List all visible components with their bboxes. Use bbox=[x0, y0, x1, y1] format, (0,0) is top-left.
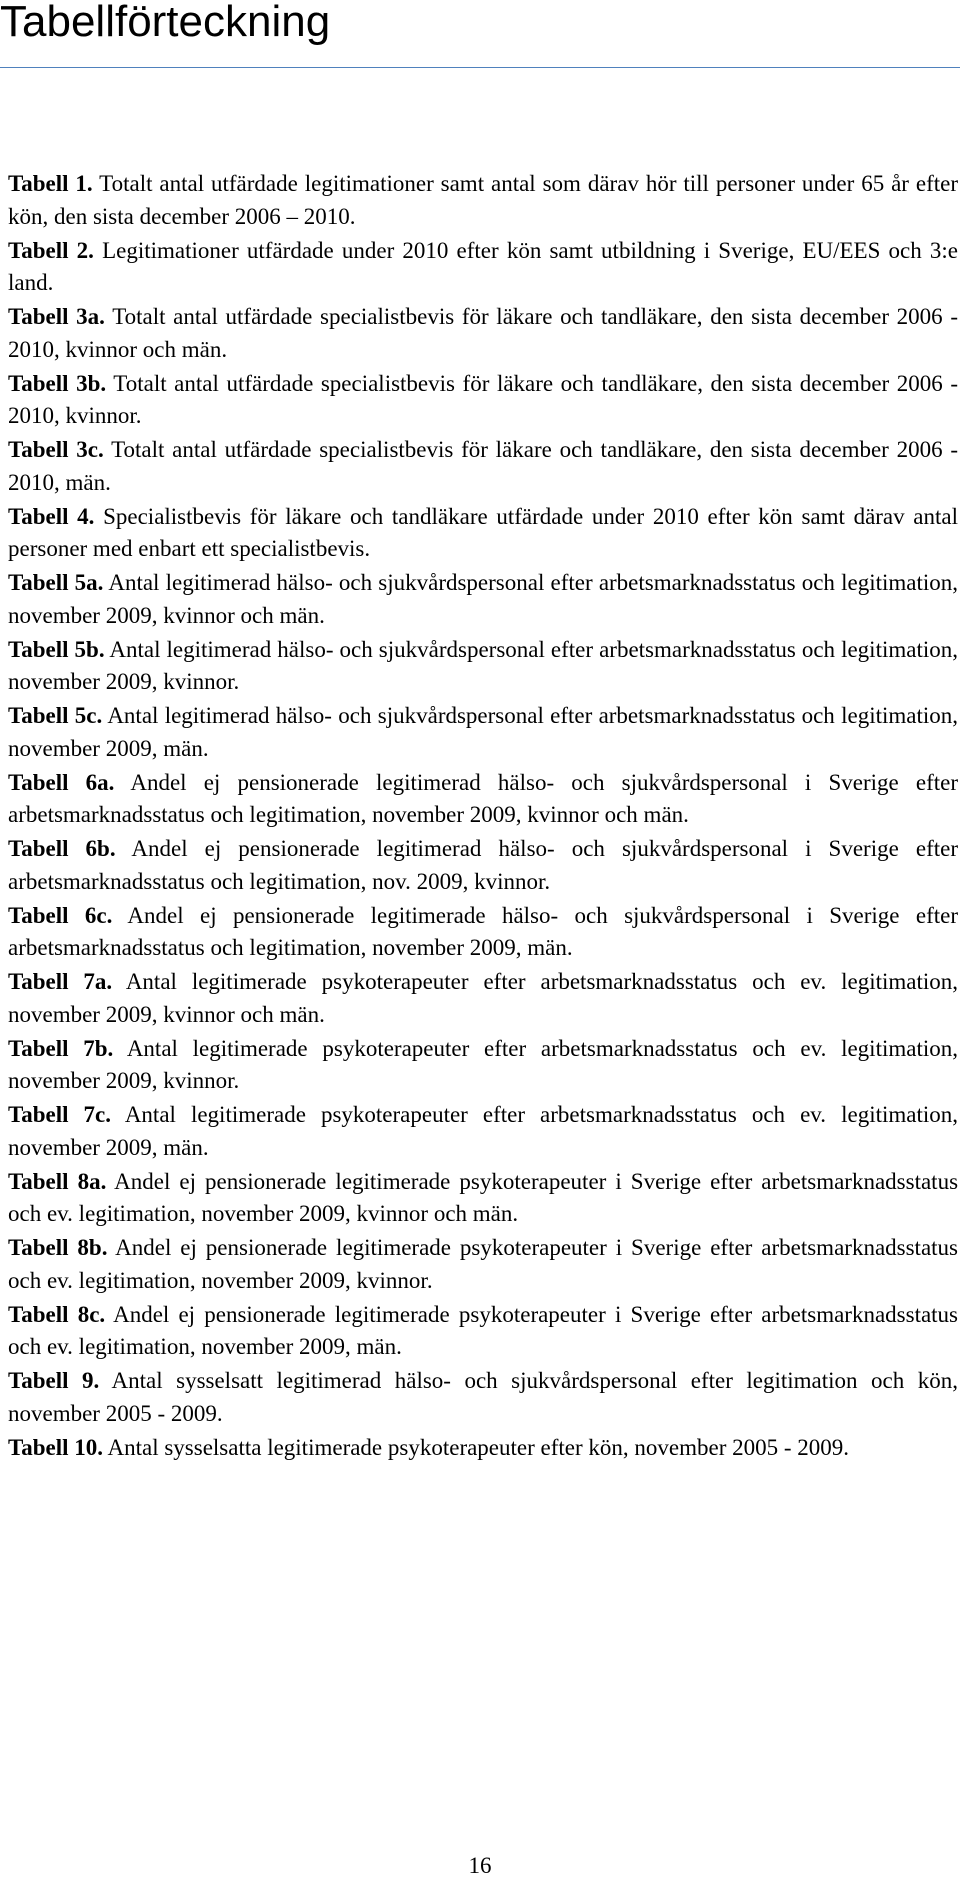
toc-entry-label: Tabell 6b. bbox=[8, 836, 116, 861]
toc-entry-text: Specialistbevis för läkare och tandläkare utfärdade under 2010 efter kön samt därav antal personer med enbart ett specialistbevis. bbox=[8, 503, 959, 561]
toc-entry-text: Legitimationer utfärdade under 2010 efter kön samt utbildning i Sverige, EU/EES och 3:e land. bbox=[8, 237, 959, 295]
toc-entry bbox=[8, 966, 958, 1031]
toc-entry-text: Antal legitimerad hälso- och sjukvårdspersonal efter arbetsmarknadsstatus och legitimation, november 2009, män. bbox=[8, 703, 958, 761]
toc-entry-label: Tabell 3b. bbox=[8, 370, 107, 396]
toc-entry bbox=[8, 900, 958, 965]
toc-entry-label: Tabell 2. bbox=[8, 237, 94, 263]
toc-entry bbox=[8, 634, 958, 699]
title-divider bbox=[0, 67, 960, 68]
toc-entry bbox=[8, 833, 958, 898]
toc-entry bbox=[8, 1166, 958, 1231]
toc-entry-label: Tabell 6a. bbox=[8, 769, 115, 795]
toc-entry-label: Tabell 5c. bbox=[8, 703, 103, 728]
toc-entry bbox=[8, 434, 958, 499]
toc-entry-text: Totalt antal utfärdade specialistbevis för läkare och tandläkare, den sista december 2006 - 2010, män. bbox=[8, 437, 959, 495]
toc-entry bbox=[8, 501, 958, 566]
toc-entry-text: Antal sysselsatta legitimerade psykoterapeuter efter kön, november 2005 - 2009. bbox=[107, 1434, 850, 1460]
toc-entry bbox=[8, 1365, 958, 1430]
toc-entry bbox=[8, 235, 958, 300]
toc-entry-text: Antal legitimerade psykoterapeuter efter arbetsmarknadsstatus och ev. legitimation, november 2009, män. bbox=[8, 1102, 958, 1160]
toc-entry-text: Andel ej pensionerade legitimerade psykoterapeuter i Sverige efter arbetsmarknadsstatus och ev. legitimation, november 2009, män. bbox=[8, 1301, 959, 1359]
toc-entry bbox=[8, 1099, 958, 1164]
toc-entry-text: Andel ej pensionerade legitimerade hälso- och sjukvårdspersonal i Sverige efter arbetsmarknadsstatus och legitimation, november 2009, män. bbox=[8, 902, 958, 960]
toc-entry-label: Tabell 8c. bbox=[8, 1301, 106, 1327]
toc-entry-text: Antal legitimerad hälso- och sjukvårdspersonal efter arbetsmarknadsstatus och legitimation, november 2009, kvinnor och män. bbox=[8, 570, 958, 628]
toc-entry-label: Tabell 5b. bbox=[8, 636, 105, 662]
toc-entry bbox=[8, 1432, 958, 1465]
toc-entry-text: Antal legitimerade psykoterapeuter efter arbetsmarknadsstatus och ev. legitimation, november 2009, kvinnor. bbox=[8, 1035, 958, 1093]
toc-entry-text: Antal sysselsatt legitimerad hälso- och sjukvårdspersonal efter legitimation och kön, november 2005 - 2009. bbox=[8, 1368, 959, 1426]
toc-entry-label: Tabell 8b. bbox=[8, 1235, 108, 1260]
toc-entry-text: Andel ej pensionerade legitimerade psykoterapeuter i Sverige efter arbetsmarknadsstatus och ev. legitimation, november 2009, kvinnor. bbox=[8, 1235, 958, 1293]
toc-entry-label: Tabell 10. bbox=[8, 1434, 104, 1460]
toc-entry bbox=[8, 368, 958, 433]
toc-entry-label: Tabell 1. bbox=[8, 171, 93, 196]
toc-entry bbox=[8, 767, 958, 832]
toc-entry-label: Tabell 3a. bbox=[8, 304, 105, 329]
toc-entry-label: Tabell 3c. bbox=[8, 437, 104, 462]
page-title: Tabellförteckning bbox=[0, 0, 331, 46]
table-list bbox=[8, 168, 958, 1466]
toc-entry bbox=[8, 1299, 958, 1364]
toc-entry-text: Andel ej pensionerade legitimerade psykoterapeuter i Sverige efter arbetsmarknadsstatus och ev. legitimation, november 2009, kvinnor och män. bbox=[8, 1168, 959, 1226]
toc-entry-label: Tabell 4. bbox=[8, 503, 95, 529]
toc-entry bbox=[8, 168, 958, 233]
toc-entry-text: Antal legitimerade psykoterapeuter efter arbetsmarknadsstatus och ev. legitimation, november 2009, kvinnor och män. bbox=[8, 969, 958, 1027]
toc-entry bbox=[8, 1232, 958, 1297]
toc-entry bbox=[8, 567, 958, 632]
toc-entry-label: Tabell 7a. bbox=[8, 969, 113, 994]
page-number: 16 bbox=[468, 1853, 492, 1878]
toc-entry-label: Tabell 7c. bbox=[8, 1102, 112, 1127]
toc-entry-text: Andel ej pensionerade legitimerad hälso- och sjukvårdspersonal i Sverige efter arbetsmarknadsstatus och legitimation, november 2009, kvinnor och män. bbox=[8, 769, 958, 827]
toc-entry-label: Tabell 7b. bbox=[8, 1035, 114, 1061]
toc-entry-text: Andel ej pensionerade legitimerad hälso- och sjukvårdspersonal i Sverige efter arbetsmarknadsstatus och legitimation, nov. 2009, kvinnor. bbox=[8, 836, 958, 894]
toc-entry bbox=[8, 301, 958, 366]
toc-entry-label: Tabell 5a. bbox=[8, 570, 104, 595]
toc-entry-text: Antal legitimerad hälso- och sjukvårdspersonal efter arbetsmarknadsstatus och legitimation, november 2009, kvinnor. bbox=[8, 636, 958, 694]
toc-entry-label: Tabell 6c. bbox=[8, 902, 113, 928]
toc-entry bbox=[8, 700, 958, 765]
toc-entry-text: Totalt antal utfärdade specialistbevis för läkare och tandläkare, den sista december 2006 - 2010, kvinnor och män. bbox=[8, 304, 958, 362]
toc-entry-label: Tabell 9. bbox=[8, 1368, 100, 1393]
toc-entry bbox=[8, 1033, 958, 1098]
toc-entry-text: Totalt antal utfärdade specialistbevis för läkare och tandläkare, den sista december 2006 - 2010, kvinnor. bbox=[8, 370, 958, 428]
toc-entry-text: Totalt antal utfärdade legitimationer samt antal som därav hör till personer under 65 år efter kön, den sista december 2006 – 2010. bbox=[8, 171, 958, 229]
toc-entry-label: Tabell 8a. bbox=[8, 1168, 107, 1194]
